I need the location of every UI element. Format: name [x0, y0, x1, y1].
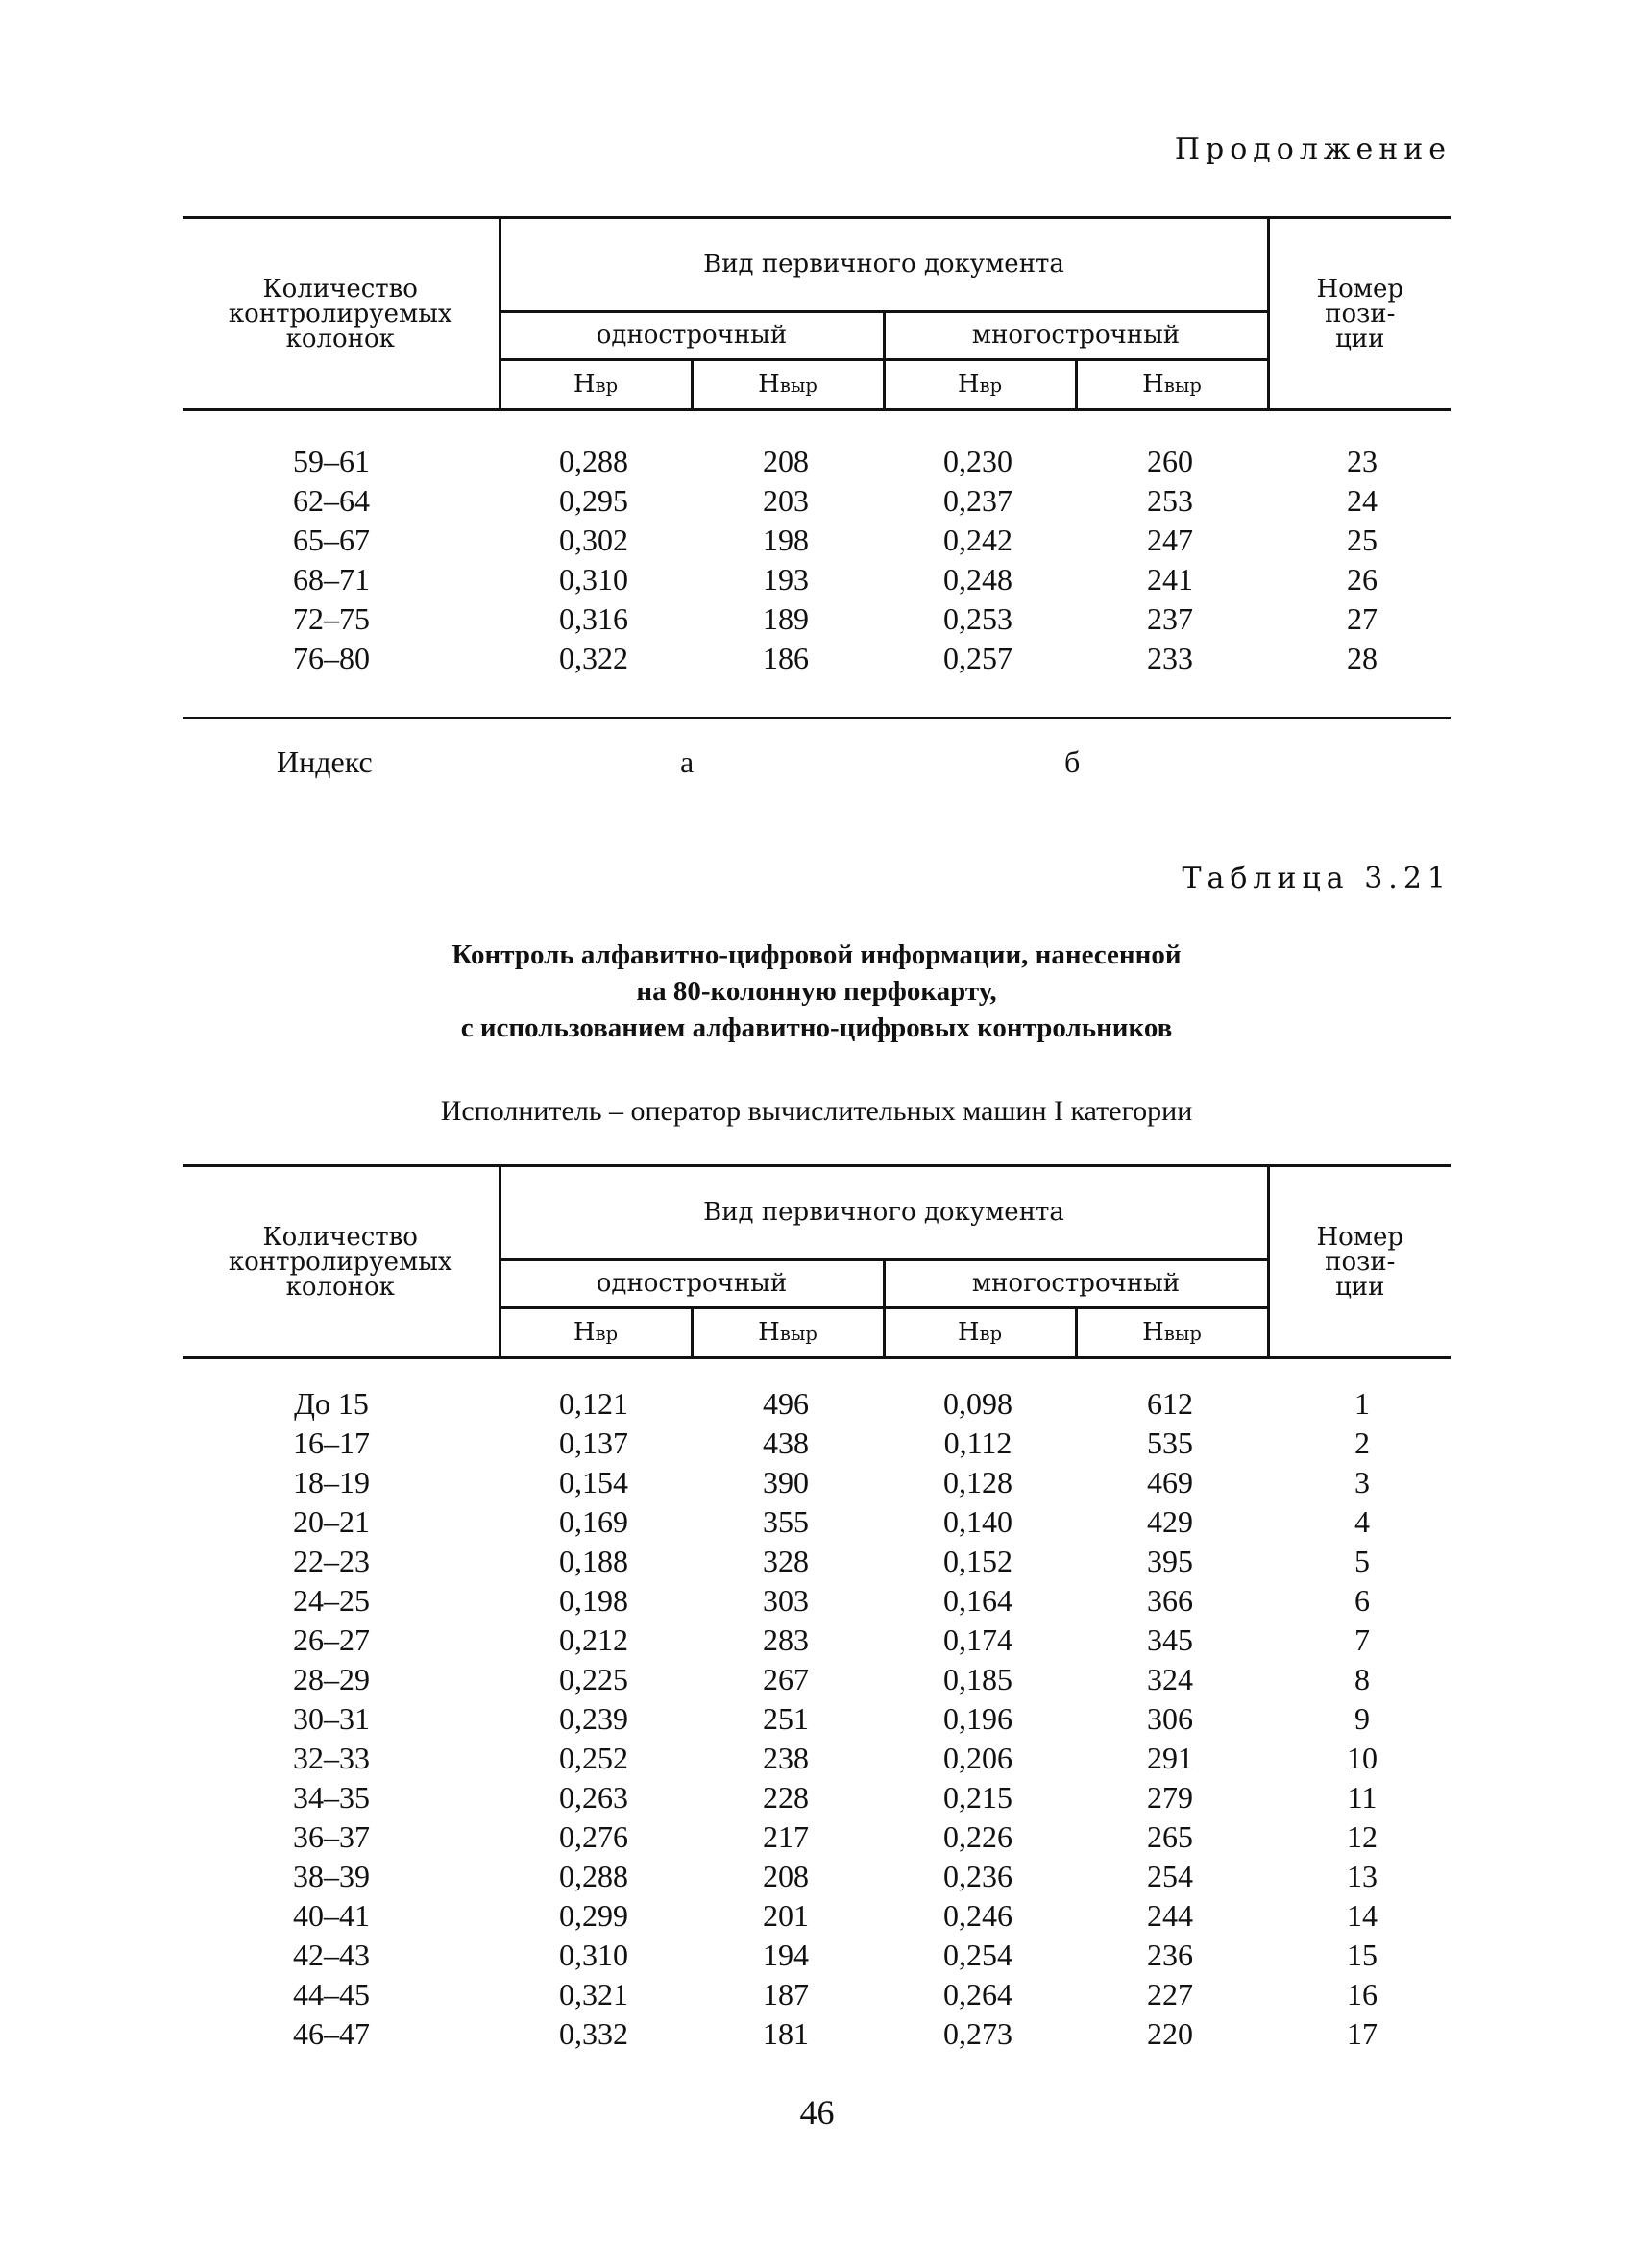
table-cell: 0,236: [943, 1859, 1012, 1893]
table-cell: 0,225: [559, 1662, 628, 1696]
table1-bottom-rule: [183, 717, 1451, 719]
table-cell: 208: [763, 444, 809, 478]
header-single-line: однострочный: [500, 311, 884, 359]
table-cell: 469: [1147, 1465, 1193, 1500]
table-cell: 40–41: [293, 1898, 370, 1933]
table-cell: 0,242: [943, 523, 1012, 557]
table-cell: 438: [763, 1426, 809, 1460]
table-cell: 0,140: [943, 1504, 1012, 1539]
table-cell: 13: [1347, 1859, 1378, 1893]
performer-line: Исполнитель – оператор вычислительных машин I категории: [440, 1095, 1193, 1127]
table-cell: 38–39: [293, 1859, 370, 1893]
title-line: с использованием алфавитно-цифровых контрольников: [460, 1012, 1173, 1043]
table-cell: 303: [763, 1583, 809, 1618]
table-cell: 16: [1347, 1977, 1378, 2012]
table-row: [183, 1583, 1451, 1622]
table-row: [183, 1386, 1451, 1426]
table-cell: 4: [1354, 1504, 1370, 1539]
table2-label: Таблица 3.21: [1182, 862, 1451, 895]
table-cell: 181: [763, 2016, 809, 2051]
table-cell: 68–71: [293, 562, 370, 597]
table2-header: [183, 1167, 1451, 1356]
header-h-vr: Нвр: [500, 359, 692, 408]
table-cell: 220: [1147, 2016, 1193, 2051]
table2-title: [183, 937, 1451, 1046]
table-row: [183, 1741, 1451, 1780]
table-cell: 42–43: [293, 1938, 370, 1972]
table-cell: 291: [1147, 1741, 1193, 1775]
table-cell: 247: [1147, 523, 1193, 557]
title-line: Контроль алфавитно-цифровой информации, нанесенной: [451, 939, 1182, 970]
table-cell: 28–29: [293, 1662, 370, 1696]
header-h-vr: Нвр: [884, 1307, 1076, 1356]
table-row: [183, 1544, 1451, 1583]
table-cell: 260: [1147, 444, 1193, 478]
table-row: [183, 1622, 1451, 1662]
header-position-no: Номер пози-ции: [1316, 274, 1404, 354]
title-line: на 80-колонную перфокарту,: [636, 976, 997, 1007]
table-row: [183, 1504, 1451, 1544]
table-cell: 0,239: [559, 1701, 628, 1736]
table-cell: 15: [1347, 1938, 1378, 1972]
index-label: Индекс: [277, 744, 373, 779]
table-cell: 535: [1147, 1426, 1193, 1460]
header-doc-type: Вид первичного документа: [500, 1167, 1268, 1259]
table-cell: 22–23: [293, 1544, 370, 1578]
table-cell: 0,253: [943, 601, 1012, 636]
table-cell: 208: [763, 1859, 809, 1893]
table-cell: 0,185: [943, 1662, 1012, 1696]
table-cell: 17: [1347, 2016, 1378, 2051]
table-cell: 236: [1147, 1938, 1193, 1972]
table-cell: 72–75: [293, 601, 370, 636]
table-cell: 0,288: [559, 444, 628, 478]
header-h-vyr: Нвыр: [1076, 1307, 1268, 1356]
table-cell: 6: [1354, 1583, 1370, 1618]
table-cell: 8: [1354, 1662, 1370, 1696]
table-cell: 30–31: [293, 1701, 370, 1736]
table-row: [183, 1938, 1451, 1977]
table-cell: 0,164: [943, 1583, 1012, 1618]
table-cell: 306: [1147, 1701, 1193, 1736]
header-h-vr: Нвр: [884, 359, 1076, 408]
table-cell: 189: [763, 601, 809, 636]
table-cell: 9: [1354, 1701, 1370, 1736]
table-row: [183, 1465, 1451, 1504]
table-cell: 279: [1147, 1780, 1193, 1815]
table-cell: 429: [1147, 1504, 1193, 1539]
table-cell: 0,332: [559, 2016, 628, 2051]
table-cell: 283: [763, 1622, 809, 1657]
table-cell: 328: [763, 1544, 809, 1578]
table-cell: 26–27: [293, 1622, 370, 1657]
table-cell: 24–25: [293, 1583, 370, 1618]
table-cell: 16–17: [293, 1426, 370, 1460]
table-cell: 25: [1347, 523, 1378, 557]
table-cell: 2: [1354, 1426, 1370, 1460]
header-h-vyr: Нвыр: [692, 1307, 884, 1356]
table1-body: [183, 444, 1451, 680]
index-b: б: [1064, 744, 1081, 779]
table-cell: 32–33: [293, 1741, 370, 1775]
table-cell: 5: [1354, 1544, 1370, 1578]
header-position-no: Номер пози-ции: [1316, 1222, 1404, 1302]
table-cell: 0,299: [559, 1898, 628, 1933]
header-doc-type: Вид первичного документа: [500, 219, 1268, 311]
page-number: 46: [799, 2093, 835, 2132]
table-cell: 251: [763, 1701, 809, 1736]
table1-header-bottom-rule: [183, 408, 1451, 411]
table-cell: 0,226: [943, 1819, 1012, 1854]
table-cell: 0,198: [559, 1583, 628, 1618]
table-cell: 612: [1147, 1386, 1193, 1421]
table-cell: 0,288: [559, 1859, 628, 1893]
table-cell: 366: [1147, 1583, 1193, 1618]
table-row: [183, 1898, 1451, 1938]
table-cell: 10: [1347, 1741, 1378, 1775]
table-cell: 233: [1147, 641, 1193, 675]
table-cell: 198: [763, 523, 809, 557]
table-cell: 496: [763, 1386, 809, 1421]
table-cell: 0,257: [943, 641, 1012, 675]
table-cell: 0,206: [943, 1741, 1012, 1775]
table-row: [183, 1780, 1451, 1819]
continuation-label: Продолжение: [1174, 133, 1451, 166]
table-cell: 7: [1354, 1622, 1370, 1657]
table1-header: [183, 219, 1451, 408]
table-cell: 26: [1347, 562, 1378, 597]
table-cell: 244: [1147, 1898, 1193, 1933]
table-cell: 24: [1347, 483, 1378, 518]
table-cell: 186: [763, 641, 809, 675]
table-row: [183, 1859, 1451, 1898]
table-cell: 28: [1347, 641, 1378, 675]
table-cell: До 15: [294, 1386, 369, 1421]
table-cell: 0,196: [943, 1701, 1012, 1736]
table-cell: 345: [1147, 1622, 1193, 1657]
table-cell: 238: [763, 1741, 809, 1775]
table-cell: 201: [763, 1898, 809, 1933]
table-row: [183, 1662, 1451, 1701]
index-a: а: [680, 744, 695, 779]
table-cell: 194: [763, 1938, 809, 1972]
table-cell: 46–47: [293, 2016, 370, 2051]
table-cell: 253: [1147, 483, 1193, 518]
table-cell: 11: [1347, 1780, 1378, 1815]
table-cell: 0,128: [943, 1465, 1012, 1500]
table-row: [183, 1426, 1451, 1465]
table-cell: 203: [763, 483, 809, 518]
table-cell: 3: [1354, 1465, 1370, 1500]
table-cell: 36–37: [293, 1819, 370, 1854]
table-cell: 0,169: [559, 1504, 628, 1539]
header-h-vyr: Нвыр: [1076, 359, 1268, 408]
table-row: [183, 1701, 1451, 1741]
table-row: [183, 562, 1451, 601]
table-cell: 265: [1147, 1819, 1193, 1854]
table-cell: 44–45: [293, 1977, 370, 2012]
table-cell: 34–35: [293, 1780, 370, 1815]
table-cell: 0,254: [943, 1938, 1012, 1972]
table-cell: 0,248: [943, 562, 1012, 597]
table-cell: 0,316: [559, 601, 628, 636]
table-cell: 187: [763, 1977, 809, 2012]
table-cell: 0,264: [943, 1977, 1012, 2012]
table-cell: 0,121: [559, 1386, 628, 1421]
table-cell: 65–67: [293, 523, 370, 557]
table-cell: 390: [763, 1465, 809, 1500]
table-row: [183, 1977, 1451, 2016]
table-cell: 0,112: [943, 1426, 1012, 1460]
table-cell: 12: [1347, 1819, 1378, 1854]
table-cell: 0,152: [943, 1544, 1012, 1578]
table-cell: 0,246: [943, 1898, 1012, 1933]
table-cell: 0,230: [943, 444, 1012, 478]
header-multi-line: многострочный: [884, 311, 1268, 359]
table-cell: 254: [1147, 1859, 1193, 1893]
table-cell: 27: [1347, 601, 1378, 636]
header-col-count: Количество контролируемых колонок: [228, 1222, 452, 1302]
table-cell: 193: [763, 562, 809, 597]
table-cell: 18–19: [293, 1465, 370, 1500]
table-cell: 0,137: [559, 1426, 628, 1460]
table-row: [183, 483, 1451, 523]
table-cell: 0,322: [559, 641, 628, 675]
table2-header-bottom-rule: [183, 1356, 1451, 1359]
table-cell: 0,188: [559, 1544, 628, 1578]
table-row: [183, 523, 1451, 562]
table-cell: 395: [1147, 1544, 1193, 1578]
table-cell: 228: [763, 1780, 809, 1815]
table-cell: 0,263: [559, 1780, 628, 1815]
table-cell: 0,302: [559, 523, 628, 557]
table-cell: 23: [1347, 444, 1378, 478]
table-cell: 0,310: [559, 1938, 628, 1972]
table-cell: 76–80: [293, 641, 370, 675]
table-cell: 237: [1147, 601, 1193, 636]
table-row: [183, 1819, 1451, 1859]
table-cell: 0,321: [559, 1977, 628, 2012]
table-cell: 0,212: [559, 1622, 628, 1657]
table-cell: 227: [1147, 1977, 1193, 2012]
table-cell: 0,098: [943, 1386, 1012, 1421]
table-cell: 0,174: [943, 1622, 1012, 1657]
table-cell: 324: [1147, 1662, 1193, 1696]
table-cell: 241: [1147, 562, 1193, 597]
header-h-vyr: Нвыр: [692, 359, 884, 408]
table-row: [183, 444, 1451, 483]
header-single-line: однострочный: [500, 1259, 884, 1307]
table2-body: [183, 1386, 1451, 2056]
table-cell: 217: [763, 1819, 809, 1854]
table-cell: 0,273: [943, 2016, 1012, 2051]
table-cell: 1: [1354, 1386, 1370, 1421]
table-cell: 355: [763, 1504, 809, 1539]
table-cell: 0,276: [559, 1819, 628, 1854]
table-row: [183, 2016, 1451, 2056]
table-cell: 62–64: [293, 483, 370, 518]
table-cell: 20–21: [293, 1504, 370, 1539]
table-cell: 59–61: [293, 444, 370, 478]
header-col-count: Количество контролируемых колонок: [228, 274, 452, 354]
table-cell: 0,215: [943, 1780, 1012, 1815]
header-multi-line: многострочный: [884, 1259, 1268, 1307]
table-row: [183, 601, 1451, 641]
table-cell: 0,295: [559, 483, 628, 518]
table-cell: 0,154: [559, 1465, 628, 1500]
table-cell: 0,252: [559, 1741, 628, 1775]
table-cell: 0,237: [943, 483, 1012, 518]
table-cell: 267: [763, 1662, 809, 1696]
header-h-vr: Нвр: [500, 1307, 692, 1356]
table-cell: 14: [1347, 1898, 1378, 1933]
table-cell: 0,310: [559, 562, 628, 597]
table-row: [183, 641, 1451, 680]
